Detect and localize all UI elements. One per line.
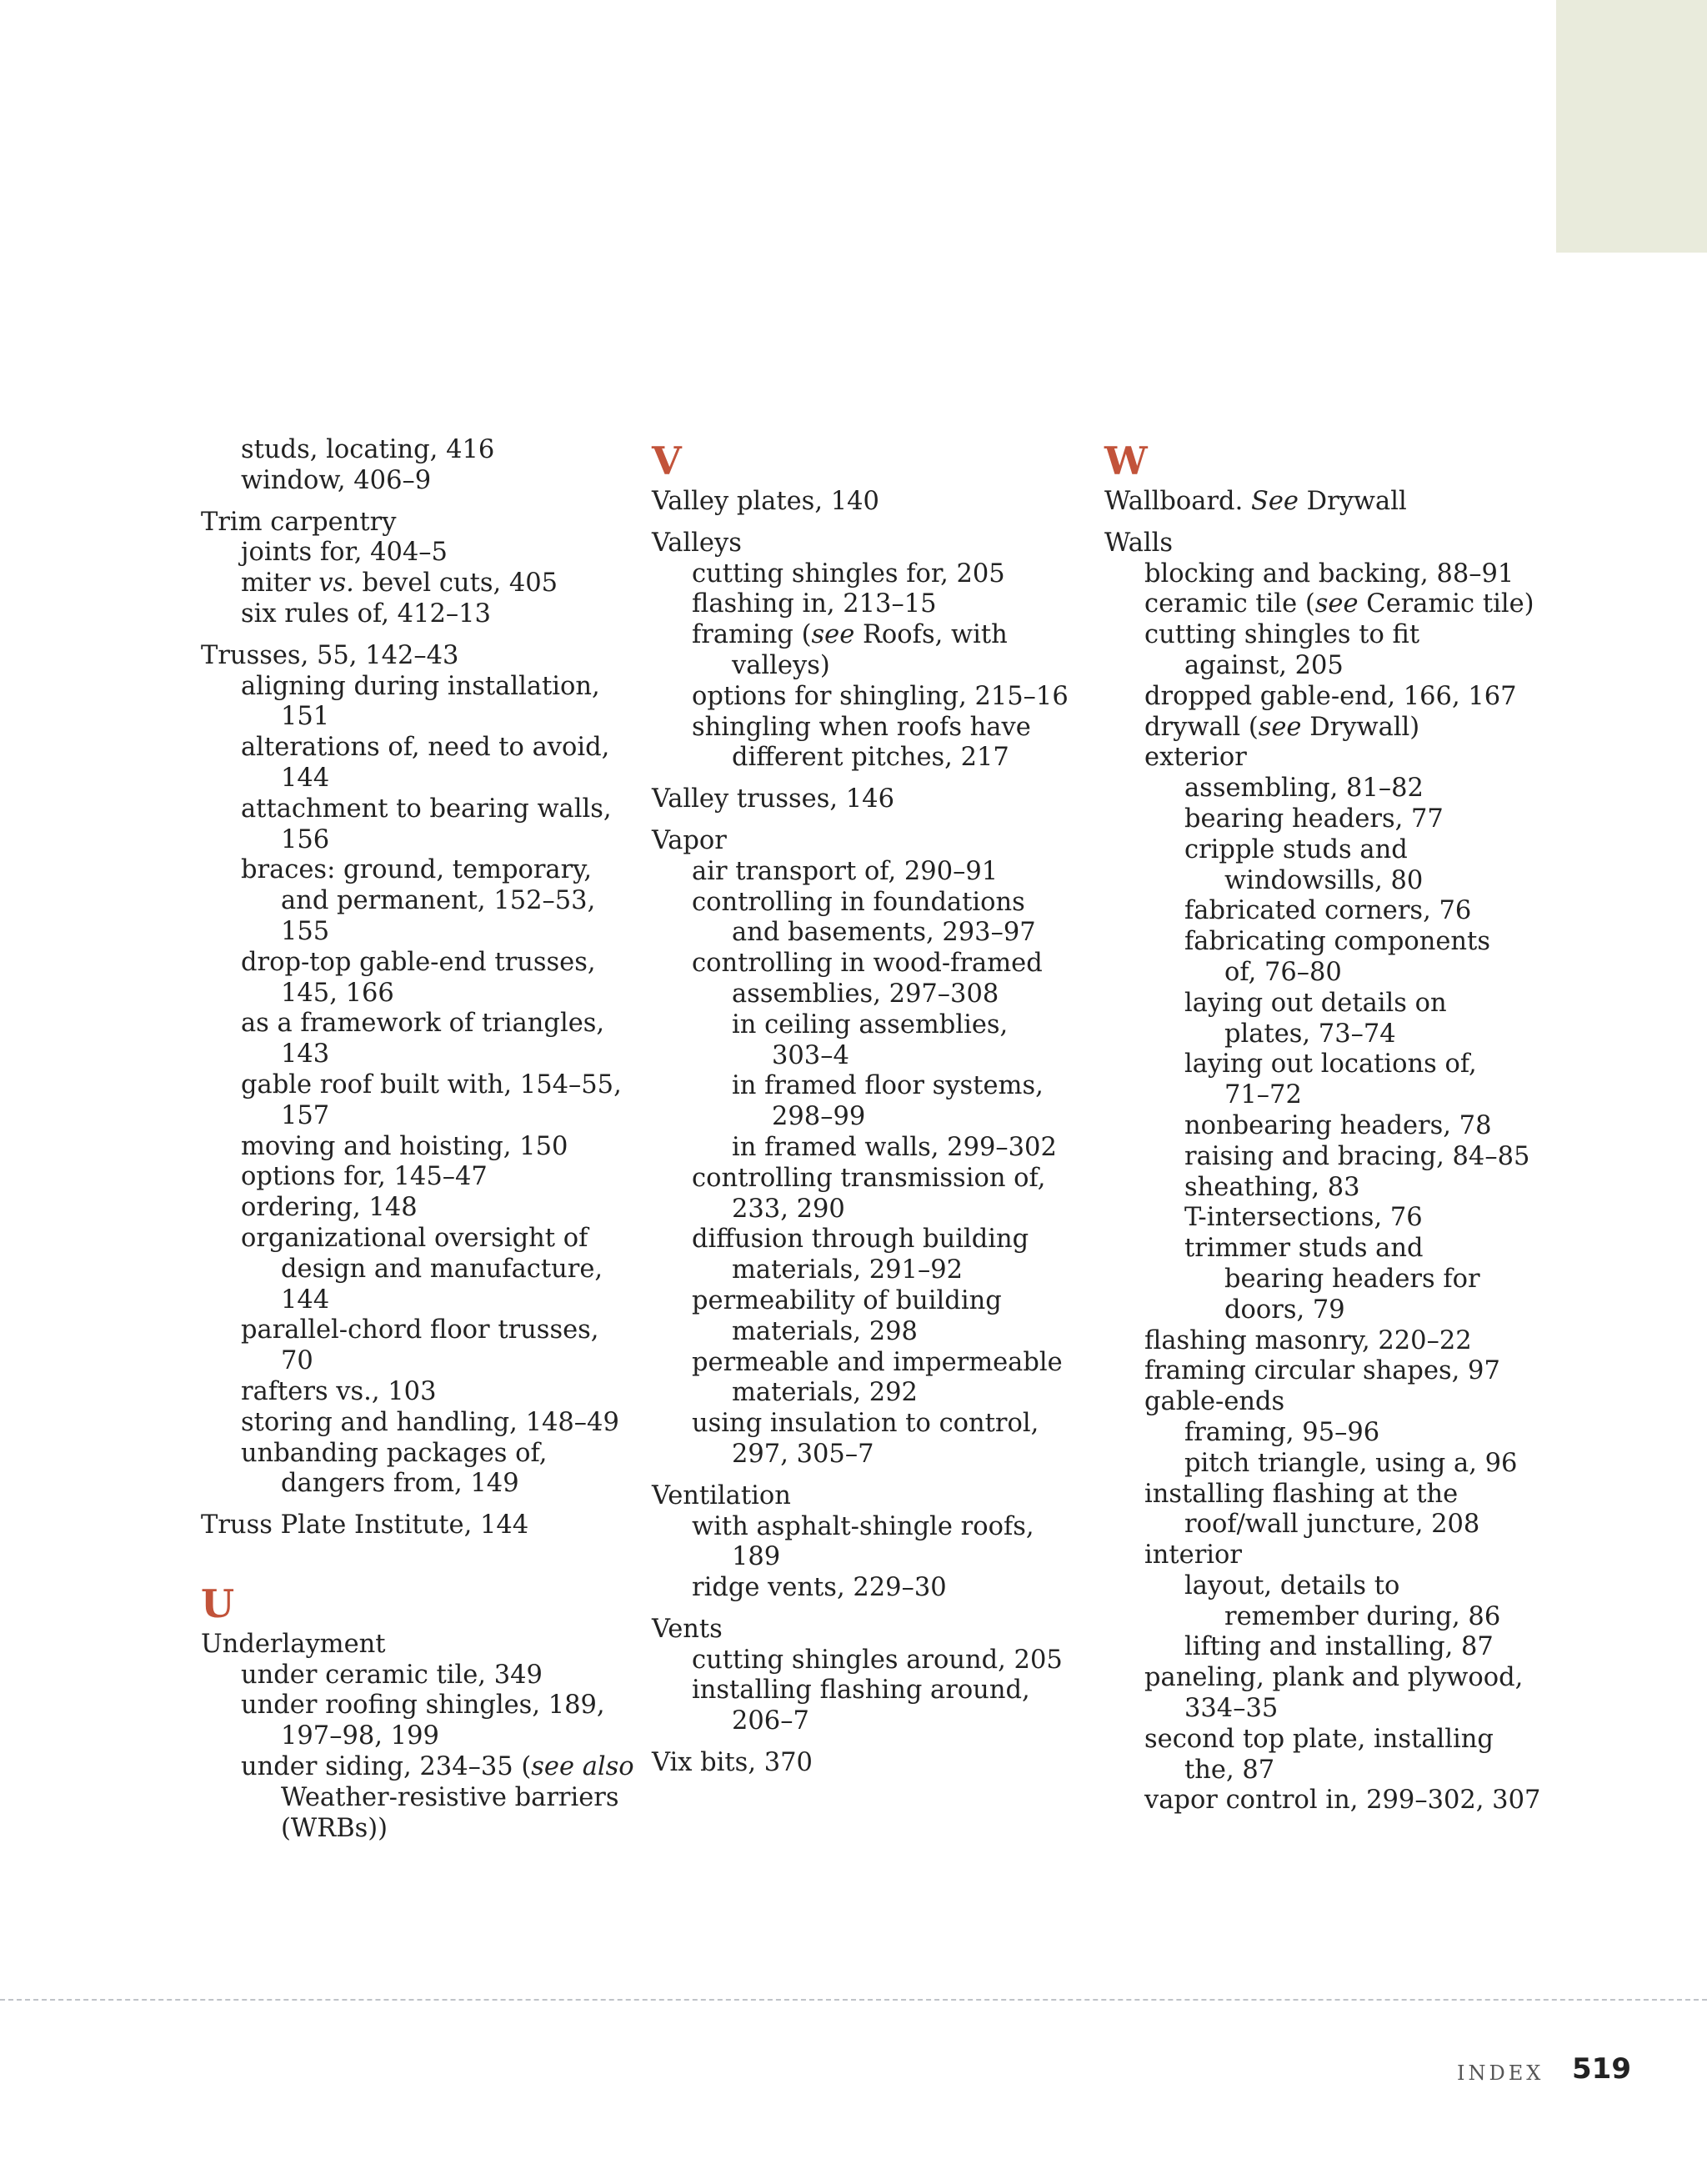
- index-subentry: cutting shingles to fit: [1144, 620, 1420, 650]
- index-subentry: diffusion through building: [692, 1225, 1029, 1255]
- index-subentry: installing flashing around,: [692, 1676, 1030, 1706]
- index-subentry: lifting and installing, 87: [1184, 1632, 1494, 1662]
- index-subentry: drop-top gable-end trusses,: [241, 947, 596, 977]
- index-subentry: studs, locating, 416: [241, 435, 495, 464]
- page-edge-tab: [1556, 0, 1707, 253]
- index-subentry: ceramic tile (see Ceramic tile): [1144, 589, 1534, 619]
- index-subentry: under siding, 234–35 (see also: [241, 1752, 634, 1782]
- index-subentry: Weather-resistive barriers: [281, 1782, 619, 1812]
- index-subentry: attachment to bearing walls,: [241, 794, 612, 824]
- index-subentry: gable-ends: [1144, 1387, 1285, 1417]
- index-subentry: organizational oversight of: [241, 1223, 588, 1253]
- index-subentry: permeability of building: [692, 1285, 1002, 1315]
- index-subentry: in framed walls, 299–302: [732, 1132, 1057, 1162]
- index-subentry: aligning during installation,: [241, 671, 600, 701]
- index-subentry: 298–99: [772, 1102, 866, 1132]
- index-subentry: rafters vs., 103: [241, 1376, 437, 1406]
- index-subentry: 151: [281, 702, 330, 732]
- index-subentry: assembling, 81–82: [1184, 774, 1424, 804]
- index-subentry: controlling in wood-framed: [692, 949, 1043, 979]
- index-subentry: materials, 292: [732, 1378, 918, 1408]
- index-subentry: dropped gable-end, 166, 167: [1144, 681, 1517, 711]
- index-subentry: trimmer studs and: [1184, 1234, 1424, 1264]
- index-subentry: of, 76–80: [1224, 957, 1342, 987]
- index-subentry: 71–72: [1224, 1080, 1302, 1110]
- index-subentry: cutting shingles for, 205: [692, 559, 1005, 589]
- index-subentry: storing and handling, 148–49: [241, 1407, 619, 1437]
- index-subentry: flashing in, 213–15: [692, 589, 937, 619]
- section-letter: V: [652, 438, 682, 483]
- index-subentry: roof/wall juncture, 208: [1184, 1510, 1480, 1540]
- index-column-3: [1104, 435, 1541, 1816]
- index-subentry: braces: ground, temporary,: [241, 855, 593, 885]
- index-main-entry: Vapor: [652, 825, 727, 855]
- index-subentry: paneling, plank and plywood,: [1144, 1663, 1524, 1693]
- index-main-entry: Vents: [652, 1614, 723, 1644]
- index-main-entry: Truss Plate Institute, 144: [201, 1510, 529, 1540]
- index-subentry: joints for, 404–5: [241, 538, 448, 568]
- index-subentry: gable roof built with, 154–55,: [241, 1069, 622, 1100]
- index-subentry: 155: [281, 916, 330, 946]
- index-subentry: flashing masonry, 220–22: [1144, 1325, 1472, 1355]
- index-subentry: framing circular shapes, 97: [1144, 1356, 1500, 1386]
- index-subentry: materials, 291–92: [732, 1255, 964, 1285]
- footer-divider: [0, 1999, 1707, 2001]
- index-subentry: miter vs. bevel cuts, 405: [241, 569, 558, 599]
- index-subentry: laying out details on: [1184, 988, 1447, 1018]
- index-subentry: layout, details to: [1184, 1570, 1400, 1600]
- index-subentry: interior: [1144, 1540, 1242, 1570]
- index-subentry: exterior: [1144, 743, 1247, 773]
- index-subentry: parallel-chord floor trusses,: [241, 1315, 599, 1345]
- index-subentry: dangers from, 149: [281, 1469, 519, 1499]
- index-subentry: 157: [281, 1100, 330, 1130]
- index-subentry: framing (see Roofs, with: [692, 620, 1008, 650]
- index-subentry: plates, 73–74: [1224, 1019, 1396, 1049]
- index-main-entry: Valley plates, 140: [652, 487, 879, 516]
- index-subentry: fabricated corners, 76: [1184, 896, 1472, 926]
- index-subentry: 334–35: [1184, 1694, 1279, 1724]
- index-subentry: against, 205: [1184, 650, 1344, 680]
- index-subentry: air transport of, 290–91: [692, 856, 999, 886]
- index-subentry: with asphalt-shingle roofs,: [692, 1511, 1034, 1541]
- index-subentry: vapor control in, 299–302, 307: [1144, 1786, 1541, 1816]
- index-subentry: pitch triangle, using a, 96: [1184, 1448, 1518, 1478]
- index-subentry: ridge vents, 229–30: [692, 1573, 947, 1603]
- index-subentry: 197–98, 199: [281, 1721, 439, 1751]
- index-subentry: valleys): [732, 650, 830, 680]
- index-subentry: and permanent, 152–53,: [281, 886, 596, 916]
- index-subentry: blocking and backing, 88–91: [1144, 559, 1514, 589]
- index-subentry: 70: [281, 1346, 313, 1376]
- index-subentry: 233, 290: [732, 1194, 845, 1224]
- index-subentry: drywall (see Drywall): [1144, 712, 1420, 742]
- index-subentry: windowsills, 80: [1224, 865, 1424, 895]
- index-subentry: 145, 166: [281, 978, 394, 1008]
- index-subentry: 206–7: [732, 1706, 809, 1736]
- index-subentry: assemblies, 297–308: [732, 979, 999, 1009]
- index-main-entry: Walls: [1104, 528, 1174, 558]
- running-footer-label: INDEX: [1457, 2061, 1544, 2085]
- index-main-entry: Valley trusses, 146: [652, 784, 894, 814]
- index-subentry: materials, 298: [732, 1316, 918, 1346]
- index-subentry: alterations of, need to avoid,: [241, 733, 610, 763]
- index-subentry: 303–4: [772, 1040, 849, 1070]
- index-subentry: 156: [281, 824, 330, 854]
- index-subentry: using insulation to control,: [692, 1409, 1039, 1439]
- index-subentry: six rules of, 412–13: [241, 599, 491, 629]
- index-subentry: raising and bracing, 84–85: [1184, 1141, 1530, 1171]
- index-subentry: ordering, 148: [241, 1193, 418, 1223]
- index-subentry: second top plate, installing: [1144, 1724, 1494, 1754]
- section-letter: U: [201, 1580, 235, 1626]
- index-subentry: moving and hoisting, 150: [241, 1131, 568, 1161]
- index-column-1: [201, 435, 634, 1844]
- index-subentry: under ceramic tile, 349: [241, 1660, 543, 1690]
- index-subentry: remember during, 86: [1224, 1601, 1501, 1631]
- index-subentry: bearing headers for: [1224, 1264, 1480, 1294]
- page-number: 519: [1572, 2052, 1631, 2086]
- index-subentry: window, 406–9: [241, 465, 432, 495]
- index-subentry: options for, 145–47: [241, 1162, 488, 1192]
- index-subentry: as a framework of triangles,: [241, 1009, 605, 1039]
- section-letter: W: [1104, 438, 1148, 483]
- index-subentry: options for shingling, 215–16: [692, 681, 1069, 711]
- index-subentry: controlling transmission of,: [692, 1163, 1046, 1193]
- index-subentry: cripple studs and: [1184, 834, 1408, 864]
- index-subentry: cutting shingles around, 205: [692, 1645, 1063, 1675]
- index-subentry: under roofing shingles, 189,: [241, 1691, 605, 1721]
- index-subentry: design and manufacture,: [281, 1254, 603, 1284]
- index-subentry: bearing headers, 77: [1184, 804, 1444, 834]
- index-subentry: 297, 305–7: [732, 1439, 874, 1469]
- index-subentry: and basements, 293–97: [732, 918, 1036, 948]
- index-subentry: framing, 95–96: [1184, 1417, 1380, 1447]
- index-main-entry: Trusses, 55, 142–43: [201, 640, 459, 670]
- index-subentry: T-intersections, 76: [1184, 1203, 1423, 1233]
- index-subentry: 144: [281, 1285, 330, 1315]
- index-subentry: 143: [281, 1039, 330, 1069]
- index-subentry: 189: [732, 1542, 781, 1572]
- index-subentry: the, 87: [1184, 1755, 1275, 1785]
- index-subentry: doors, 79: [1224, 1295, 1345, 1325]
- index-main-entry: Ventilation: [652, 1480, 791, 1510]
- index-subentry: installing flashing at the: [1144, 1479, 1459, 1509]
- index-subentry: unbanding packages of,: [241, 1438, 548, 1468]
- index-subentry: laying out locations of,: [1184, 1049, 1477, 1079]
- index-subentry: (WRBs)): [281, 1813, 388, 1843]
- index-main-entry: Trim carpentry: [201, 507, 397, 537]
- index-subentry: 144: [281, 763, 330, 793]
- index-column-2: [652, 435, 1085, 1779]
- index-subentry: fabricating components: [1184, 927, 1490, 957]
- index-main-entry: Underlayment: [201, 1629, 386, 1659]
- index-main-entry: Vix bits, 370: [652, 1748, 813, 1778]
- index-main-entry: Wallboard. See Drywall: [1104, 487, 1407, 516]
- index-subentry: sheathing, 83: [1184, 1172, 1360, 1202]
- index-main-entry: Valleys: [652, 528, 742, 558]
- index-subentry: permeable and impermeable: [692, 1347, 1063, 1377]
- index-subentry: nonbearing headers, 78: [1184, 1110, 1492, 1140]
- index-subentry: shingling when roofs have: [692, 712, 1031, 742]
- index-subentry: different pitches, 217: [732, 743, 1009, 773]
- index-subentry: in ceiling assemblies,: [732, 1009, 1009, 1039]
- index-subentry: controlling in foundations: [692, 887, 1025, 917]
- index-subentry: in framed floor systems,: [732, 1071, 1044, 1101]
